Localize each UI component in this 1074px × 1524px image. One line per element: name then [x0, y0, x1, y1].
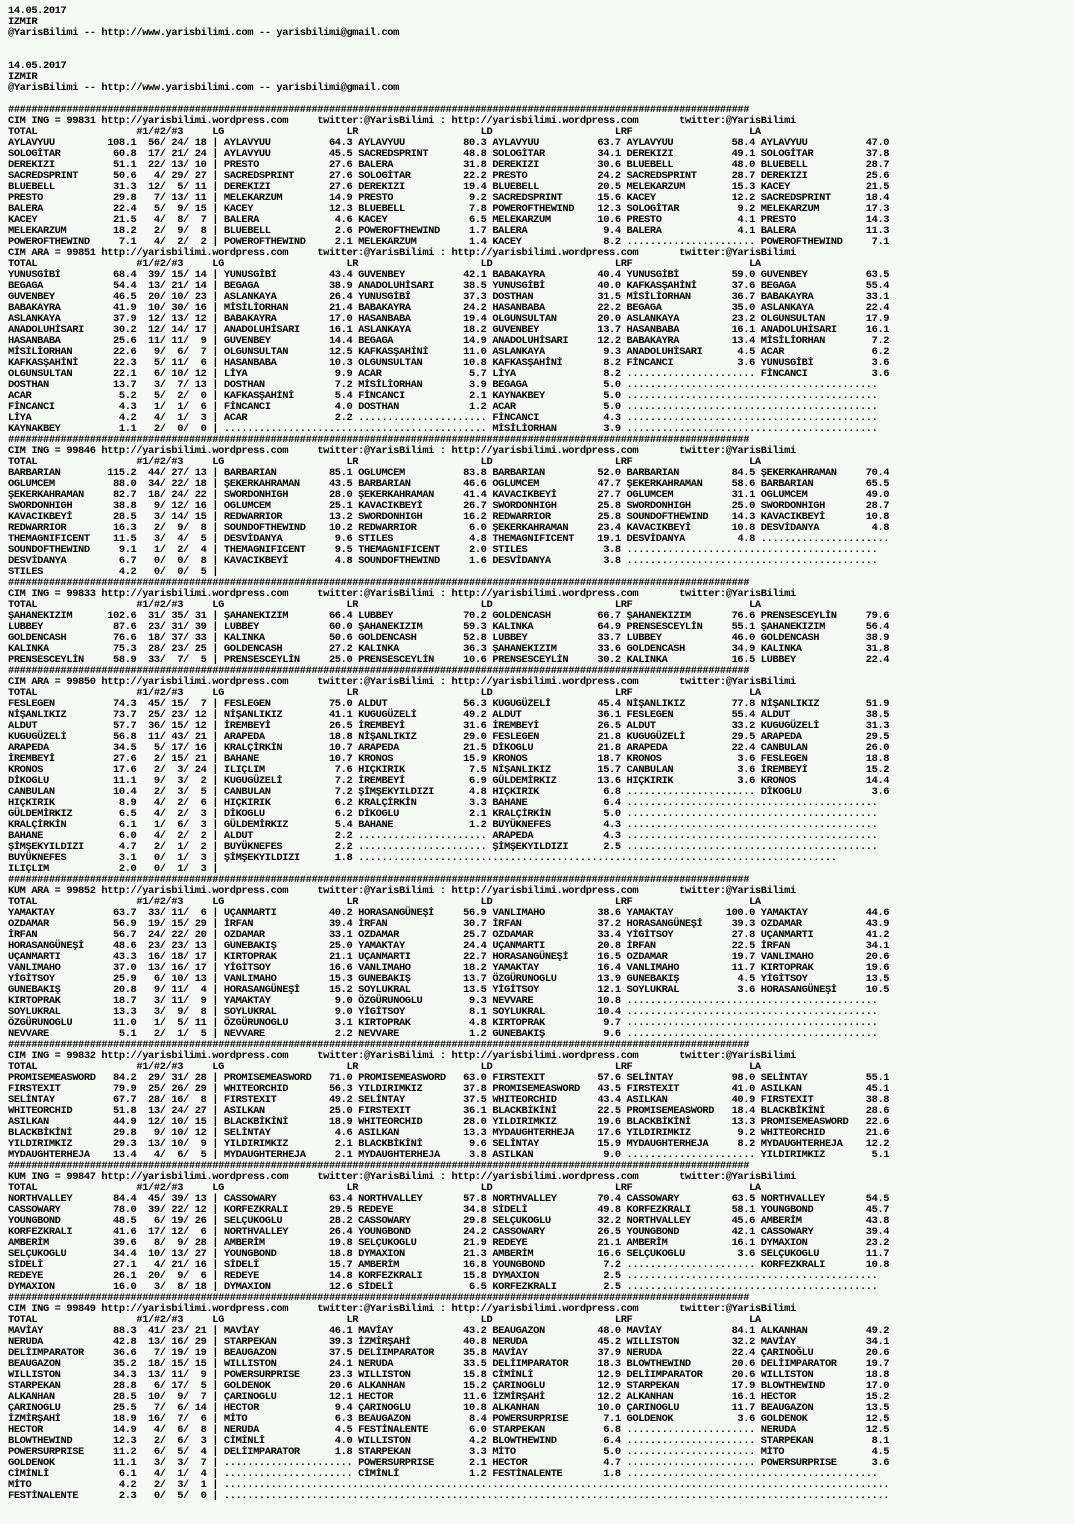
text-line: ASLANKAYA 37.9 12/ 13/ 12 | BABAKAYRA 17.0 HASANBABA 19.4 OLGUNSULTAN 20.0 ASLANKAYA 23.2 OLGUNSULTAN 17.9: [8, 313, 890, 325]
text-line: CIM ING = 99832 http://yarisbilimi.wordpress.com twitter:@YarisBilimi : http://yarisbilimi.wordpress.com twitter:@YarisBilimi: [8, 1050, 796, 1062]
text-line: DESVİDANYA 6.7 0/ 0/ 8 | KAVACIKBEYİ 4.8 SOUNDOFTHEWIND 1.6 DESVİDANYA 3.8 ...........................................: [8, 555, 878, 567]
text-line: CIM ING = 99849 http://yarisbilimi.wordpress.com twitter:@YarisBilimi : http://yarisbilimi.wordpress.com twitter:@YarisBilimi: [8, 1303, 796, 1315]
text-line: WILLISTON 34.3 13/ 11/ 9 | POWERSURPRISE 23.3 WILLISTON 15.8 CİMİNLİ 12.9 DELİIMPARATOR 20.6 WILLISTON 18.8: [8, 1369, 890, 1381]
text-line: KUGUGÜZELİ 56.8 11/ 43/ 21 | ARAPEDA 18.8 NİŞANLIKIZ 29.0 FESLEGEN 21.8 KUGUGÜZELİ 29.5 ARAPEDA 29.5: [8, 731, 890, 743]
text-line: TOTAL #1/#2/#3 LG LR LD LRF LA: [8, 1314, 761, 1326]
text-line: THEMAGNIFICENT 11.5 3/ 4/ 5 | DESVİDANYA 9.6 STILES 4.8 THEMAGNIFICENT 19.1 DESVİDANYA 4.8 ......................: [8, 533, 890, 545]
text-line: PRENSESCEYLİN 58.9 33/ 7/ 5 | PRENSESCEYLİN 25.0 PRENSESCEYLİN 10.6 PRENSESCEYLİN 30.2 KALINKA 16.5 LUBBEY 22.4: [8, 654, 890, 666]
text-line: BEAUGAZON 35.2 18/ 15/ 15 | WILLISTON 24.1 NERUDA 33.5 DELİIMPARATOR 18.3 BLOWTHEWIND 20.6 DELİIMPARATOR 19.7: [8, 1358, 890, 1370]
text-line: CANBULAN 10.4 2/ 3/ 5 | CANBULAN 7.2 ŞİMŞEKYILDIZI 4.8 HIÇKIRIK 6.8 ...................... DİKOGLU 3.6: [8, 786, 890, 798]
text-line: SOYLUKRAL 13.3 3/ 9/ 8 | SOYLUKRAL 9.0 YİGİTSOY 8.1 SOYLUKRAL 10.4 ...........................................: [8, 1006, 878, 1018]
text-line: 14.05.2017: [8, 5, 67, 17]
text-line: ŞAHANEKIZIM 102.6 31/ 35/ 31 | ŞAHANEKIZIM 66.4 LUBBEY 70.2 GOLDENCASH 66.7 ŞAHANEKIZIM 76.6 PRENSESCEYLİN 79.6: [8, 610, 890, 622]
text-line: TOTAL #1/#2/#3 LG LR LD LRF LA: [8, 126, 761, 138]
text-line: TOTAL #1/#2/#3 LG LR LD LRF LA: [8, 687, 761, 699]
text-line: İZMİRŞAHİ 18.9 16/ 7/ 6 | MİTO 6.3 BEAUGAZON 8.4 POWERSURPRISE 7.1 GOLDENOK 3.6 GOLDENOK 12.5: [8, 1413, 890, 1425]
text-line: SOLOGİTAR 60.8 17/ 21/ 24 | AYLAVYUU 45.5 SACREDSPRINT 48.8 SOLOGİTAR 34.1 DEREKIZI 49.1 SOLOGİTAR 37.8: [8, 148, 890, 160]
text-line: SİDELİ 27.1 4/ 21/ 16 | SİDELİ 15.7 AMBERİM 16.8 YOUNGBOND 7.2 ...................... KORFEZKRALI 10.8: [8, 1259, 890, 1271]
text-line: TOTAL #1/#2/#3 LG LR LD LRF LA: [8, 1182, 761, 1194]
text-line: HASANBABA 25.6 11/ 11/ 9 | GUVENBEY 14.4 BEGAGA 14.9 ANADOLUHİSARI 12.2 BABAKAYRA 13.4 MİSİLİORHAN 7.2: [8, 335, 890, 347]
text-line: KUM ING = 99847 http://yarisbilimi.wordpress.com twitter:@YarisBilimi : http://yarisbilimi.wordpress.com twitter:@YarisBilimi: [8, 1171, 796, 1183]
text-line: CIM ING = 99833 http://yarisbilimi.wordpress.com twitter:@YarisBilimi : http://yarisbilimi.wordpress.com twitter:@YarisBilimi: [8, 588, 796, 600]
text-line: DİKOGLU 11.1 9/ 3/ 2 | KUGUGÜZELİ 7.2 İREMBEYİ 6.9 GÜLDEMİRKIZ 13.6 HIÇKIRIK 3.6 KRONOS 14.4: [8, 775, 890, 787]
text-line: LİYA 4.2 4/ 1/ 3 | ACAR 2.2 ...................... FİNCANCI 4.3 ...........................................: [8, 412, 878, 424]
text-line: MYDAUGHTERHEJA 13.4 4/ 6/ 5 | MYDAUGHTERHEJA 2.1 MYDAUGHTERHEJA 3.8 ASILKAN 9.0 ...................... YILDIRIMKIZ 5.1: [8, 1149, 890, 1161]
separator-line: ###############################################################################################################################: [8, 1292, 750, 1304]
text-line: ÖZGÜRUNOGLU 11.0 1/ 5/ 11 | ÖZGÜRUNOGLU 3.1 KIRTOPRAK 4.8 KIRTOPRAK 9.7 ...........................................: [8, 1017, 878, 1029]
text-line: KALINKA 75.3 28/ 23/ 25 | GOLDENCASH 27.2 KALINKA 36.3 ŞAHANEKIZIM 33.6 GOLDENCASH 34.9 KALINKA 31.8: [8, 643, 890, 655]
text-line: TOTAL #1/#2/#3 LG LR LD LRF LA: [8, 456, 761, 468]
text-line: GUNEBAKIŞ 20.8 9/ 11/ 4 | HORASANGÜNEŞİ 15.2 SOYLUKRAL 13.5 YİGİTSOY 12.1 SOYLUKRAL 3.6 HORASANGÜNEŞİ 10.5: [8, 984, 890, 996]
text-line: NİŞANLIKIZ 73.7 25/ 23/ 12 | NİŞANLIKIZ 41.1 KUGUGÜZELİ 49.2 ALDUT 36.1 FESLEGEN 55.4 ALDUT 38.5: [8, 709, 890, 721]
text-line: YAMAKTAY 63.7 33/ 11/ 6 | UÇANMARTI 40.2 HORASANGÜNEŞİ 56.9 VANLIMAHO 38.6 YAMAKTAY 100.0 YAMAKTAY 44.6: [8, 907, 890, 919]
text-line: SACREDSPRINT 50.6 4/ 29/ 27 | SACREDSPRINT 27.6 SOLOGİTAR 22.2 PRESTO 24.2 SACREDSPRINT 28.7 DEREKIZI 25.6: [8, 170, 890, 182]
text-line: DELİIMPARATOR 36.6 7/ 19/ 19 | BEAUGAZON 37.5 DELİIMPARATOR 35.8 MAVİAY 37.9 NERUDA 22.4 ÇARINOĞLU 20.6: [8, 1347, 890, 1359]
text-line: VANLIMAHO 37.0 13/ 16/ 17 | YİGİTSOY 16.6 VANLIMAHO 18.2 YAMAKTAY 16.4 VANLIMAHO 11.7 KIRTOPRAK 19.6: [8, 962, 890, 974]
text-line: GÜLDEMİRKIZ 6.5 4/ 2/ 3 | DİKOGLU 6.2 DİKOGLU 2.1 KRALÇİRKİN 5.0 ...........................................: [8, 808, 878, 820]
text-line: ASILKAN 44.9 12/ 10/ 15 | BLACKBİKİNİ 18.9 WHITEORCHID 28.0 YILDIRIMKIZ 19.6 BLACKBİKİNİ 13.3 PROMISEMEASWORD 22.6: [8, 1116, 890, 1128]
separator-line: ###############################################################################################################################: [8, 1160, 750, 1172]
separator-line: ###############################################################################################################################: [8, 104, 750, 116]
text-line: KUM ARA = 99852 http://yarisbilimi.wordpress.com twitter:@YarisBilimi : http://yarisbilimi.wordpress.com twitter:@YarisBilimi: [8, 885, 796, 897]
text-line: HIÇKIRIK 8.9 4/ 2/ 6 | HIÇKIRIK 6.2 KRALÇİRKİN 3.3 BAHANE 6.4 ...........................................: [8, 797, 878, 809]
text-line: POWEROFTHEWIND 7.1 4/ 2/ 2 | POWEROFTHEWIND 2.1 MELEKARZUM 1.4 KACEY 8.2 ...................... POWEROFTHEWIND 7.1: [8, 236, 890, 248]
text-line: CİMİNLİ 6.1 4/ 1/ 4 | ...................... CİMİNLİ 1.2 FESTİNALENTE 1.8 ...........................................: [8, 1468, 878, 1480]
text-line: KACEY 21.5 4/ 8/ 7 | BALERA 4.6 KACEY 6.5 MELEKARZUM 10.6 PRESTO 4.1 PRESTO 14.3: [8, 214, 890, 226]
text-line: ACAR 5.2 5/ 2/ 0 | KAFKASŞAHİNİ 5.4 FİNCANCI 2.1 KAYNAKBEY 5.0 ...........................................: [8, 390, 878, 402]
text-line: BLUEBELL 31.3 12/ 5/ 11 | DEREKIZI 27.6 DEREKIZI 19.4 BLUEBELL 20.5 MELEKARZUM 15.3 KACEY 21.5: [8, 181, 890, 193]
text-line: YOUNGBOND 48.5 6/ 19/ 26 | SELÇUKOGLU 28.2 CASSOWARY 29.8 SELÇUKOGLU 32.2 NORTHVALLEY 45.6 AMBERİM 43.8: [8, 1215, 890, 1227]
text-line: OLGUNSULTAN 22.1 6/ 10/ 12 | LİYA 9.9 ACAR 5.7 LİYA 8.2 ...................... FİNCANCI 3.6: [8, 368, 890, 380]
text-line: CIM ARA = 99851 http://yarisbilimi.wordpress.com twitter:@YarisBilimi : http://yarisbilimi.wordpress.com twitter:@YarisBilimi: [8, 247, 796, 259]
text-line: SOUNDOFTHEWIND 9.1 1/ 2/ 4 | THEMAGNIFICENT 9.5 THEMAGNIFICENT 2.0 STILES 3.8 ...........................................: [8, 544, 878, 556]
text-line: GUVENBEY 46.5 20/ 10/ 23 | ASLANKAYA 26.4 YUNUSGİBİ 37.3 DOSTHAN 31.5 MİSİLİORHAN 36.7 BABAKAYRA 33.1: [8, 291, 890, 303]
text-line: POWERSURPRISE 11.2 6/ 5/ 4 | DELİIMPARATOR 1.8 STARPEKAN 3.3 MİTO 5.0 ...................... MİTO 4.5: [8, 1446, 890, 1458]
text-line: FIRSTEXIT 79.9 25/ 26/ 29 | WHITEORCHID 56.3 YILDIRIMKIZ 37.8 PROMISEMEASWORD 43.5 FIRSTEXIT 41.0 ASILKAN 45.1: [8, 1083, 890, 1095]
text-line: KAVACIKBEYİ 28.5 3/ 14/ 15 | REDWARRIOR 13.2 SWORDONHIGH 16.2 REDWARRIOR 25.8 SOUNDOFTHEWIND 14.3 KAVACIKBEYİ 10.8: [8, 511, 890, 523]
text-line: @YarisBilimi -- http://www.yarisbilimi.com -- yarisbilimi@gmail.com: [8, 27, 399, 39]
text-line: UÇANMARTI 43.3 16/ 18/ 17 | KIRTOPRAK 21.1 UÇANMARTI 22.7 HORASANGÜNEŞİ 16.5 OZDAMAR 19.7 VANLIMAHO 20.6: [8, 951, 890, 963]
text-line: PROMISEMEASWORD 84.2 29/ 31/ 28 | PROMISEMEASWORD 71.0 PROMISEMEASWORD 63.0 FIRSTEXIT 57.6 SELİNTAY 98.0 SELİNTAY 55.1: [8, 1072, 890, 1084]
text-line: CIM ING = 99846 http://yarisbilimi.wordpress.com twitter:@YarisBilimi : http://yarisbilimi.wordpress.com twitter:@YarisBilimi: [8, 445, 796, 457]
text-line: STILES 4.2 0/ 0/ 5 |: [8, 566, 219, 578]
text-line: BAHANE 6.0 4/ 2/ 2 | ALDUT 2.2 ...................... ARAPEDA 4.3 ...........................................: [8, 830, 878, 842]
text-line: FESLEGEN 74.3 45/ 15/ 7 | FESLEGEN 75.0 ALDUT 56.3 KUGUGÜZELİ 45.4 NİŞANLIKIZ 77.8 NİŞANLIKIZ 51.9: [8, 698, 890, 710]
text-line: ILIÇLIM 2.0 0/ 1/ 3 |: [8, 863, 219, 875]
text-line: REDWARRIOR 16.3 2/ 9/ 8 | SOUNDOFTHEWIND 10.2 REDWARRIOR 6.0 ŞEKERKAHRAMAN 23.4 KAVACIKBEYİ 10.8 DESVİDANYA 4.8: [8, 522, 890, 534]
text-line: PRESTO 29.8 7/ 13/ 11 | MELEKARZUM 14.9 PRESTO 9.2 SACREDSPRINT 15.6 KACEY 12.2 SACREDSPRINT 18.4: [8, 192, 890, 204]
text-line: BALERA 22.4 5/ 9/ 15 | KACEY 12.3 BLUEBELL 7.8 POWEROFTHEWIND 12.3 SOLOGİTAR 9.2 MELEKARZUM 17.3: [8, 203, 890, 215]
text-line: ŞEKERKAHRAMAN 82.7 18/ 24/ 22 | SWORDONHIGH 28.0 ŞEKERKAHRAMAN 41.4 KAVACIKBEYİ 27.7 OGLUMCEM 31.1 OGLUMCEM 49.0: [8, 489, 890, 501]
text-line: REDEYE 26.1 20/ 9/ 6 | REDEYE 14.8 KORFEZKRALI 15.8 DYMAXION 2.5 ...........................................: [8, 1270, 878, 1282]
text-line: OZDAMAR 56.9 19/ 15/ 29 | İRFAN 39.4 İRFAN 30.7 İRFAN 37.2 HORASANGÜNEŞİ 39.3 OZDAMAR 43.9: [8, 918, 890, 930]
text-line: STARPEKAN 28.8 6/ 17/ 5 | GOLDENOK 20.6 ALKANHAN 15.2 ÇARINOGLU 12.9 STARPEKAN 17.9 BLOWTHEWIND 17.0: [8, 1380, 890, 1392]
text-line: TOTAL #1/#2/#3 LG LR LD LRF LA: [8, 1061, 761, 1073]
text-line: BARBARIAN 115.2 44/ 27/ 13 | BARBARIAN 85.1 OGLUMCEM 83.8 BARBARIAN 52.0 BARBARIAN 84.5 ŞEKERKAHRAMAN 70.4: [8, 467, 890, 479]
text-line: OGLUMCEM 88.0 34/ 22/ 18 | ŞEKERKAHRAMAN 43.5 BARBARIAN 46.6 OGLUMCEM 47.7 ŞEKERKAHRAMAN 58.6 BARBARIAN 65.5: [8, 478, 890, 490]
text-line: AMBERİM 39.6 8/ 9/ 28 | AMBERİM 19.8 SELÇUKOGLU 21.9 REDEYE 21.1 AMBERİM 16.1 DYMAXION 23.2: [8, 1237, 890, 1249]
text-line: GOLDENCASH 76.6 18/ 37/ 33 | KALINKA 50.6 GOLDENCASH 52.8 LUBBEY 33.7 LUBBEY 46.0 GOLDENCASH 38.9: [8, 632, 890, 644]
text-line: MİTO 4.2 2/ 3/ 1 | ..................................................................................................................: [8, 1479, 890, 1491]
text-line: BEGAGA 54.4 13/ 21/ 14 | BEGAGA 38.9 ANADOLUHİSARI 38.5 YUNUSGİBİ 40.0 KAFKASŞAHİNİ 37.6 BEGAGA 55.4: [8, 280, 890, 292]
text-line: FİNCANCI 4.3 1/ 1/ 6 | FİNCANCI 4.0 DOSTHAN 1.2 ACAR 5.0 ...........................................: [8, 401, 878, 413]
text-line: KRONOS 17.6 2/ 3/ 24 | ILIÇLIM 7.6 HIÇKIRIK 7.5 NİŞANLIKIZ 15.7 CANBULAN 3.6 İREMBEYİ 15.2: [8, 764, 890, 776]
separator-line: ###############################################################################################################################: [8, 665, 750, 677]
text-line: BLACKBİKİNİ 29.8 9/ 10/ 12 | SELİNTAY 4.6 ASILKAN 13.3 MYDAUGHTERHEJA 17.6 YILDIRIMKIZ 9.2 WHITEORCHID 21.6: [8, 1127, 890, 1139]
text-line: CIM ARA = 99850 http://yarisbilimi.wordpress.com twitter:@YarisBilimi : http://yarisbilimi.wordpress.com twitter:@YarisBilimi: [8, 676, 796, 688]
text-line: [8, 50, 1074, 61]
text-line: IZMIR: [8, 16, 38, 28]
text-line: HECTOR 14.9 4/ 6/ 8 | NERUDA 4.5 FESTİNALENTE 6.0 STARPEKAN 6.8 ...................... NERUDA 12.5: [8, 1424, 890, 1436]
text-line: YİGİTSOY 25.9 6/ 10/ 13 | VANLIMAHO 15.3 GUNEBAKIŞ 13.7 ÖZGÜRUNOGLU 13.9 GUNEBAKIŞ 4.5 YİGİTSOY 13.5: [8, 973, 890, 985]
text-line: SELÇUKOGLU 34.4 10/ 13/ 27 | YOUNGBOND 18.8 DYMAXION 21.3 AMBERİM 16.6 SELÇUKOGLU 3.6 SELÇUKOGLU 11.7: [8, 1248, 890, 1260]
text-line: İRFAN 56.7 24/ 22/ 20 | OZDAMAR 33.1 OZDAMAR 25.7 OZDAMAR 33.4 YİGİTSOY 27.8 UÇANMARTI 41.2: [8, 929, 890, 941]
text-line: 14.05.2017: [8, 60, 67, 72]
text-line: WHITEORCHID 51.8 13/ 24/ 27 | ASILKAN 25.0 FIRSTEXIT 36.1 BLACKBİKİNİ 22.5 PROMISEMEASWORD 18.4 BLACKBİKİNİ 28.6: [8, 1105, 890, 1117]
text-line: YILDIRIMKIZ 29.3 13/ 10/ 9 | YILDIRIMKIZ 2.1 BLACKBİKİNİ 9.6 SELİNTAY 15.9 MYDAUGHTERHEJA 8.2 MYDAUGHTERHEJA 12.2: [8, 1138, 890, 1150]
text-line: FESTİNALENTE 2.3 0/ 5/ 0 | ..................................................................................................................: [8, 1490, 890, 1502]
text-line: NERUDA 42.8 13/ 16/ 29 | STARPEKAN 39.3 İZMİRŞAHİ 40.8 NERUDA 45.2 WILLISTON 32.2 MAVİAY 34.1: [8, 1336, 890, 1348]
text-line: TOTAL #1/#2/#3 LG LR LD LRF LA: [8, 599, 761, 611]
text-line: SELİNTAY 67.7 28/ 16/ 8 | FIRSTEXIT 49.2 SELİNTAY 37.5 WHITEORCHID 43.4 ASILKAN 40.9 FIRSTEXIT 38.8: [8, 1094, 890, 1106]
text-line: KRALÇİRKİN 6.1 1/ 6/ 3 | GÜLDEMİRKIZ 5.4 BAHANE 1.2 BUYÜKNEFES 4.3 ...........................................: [8, 819, 878, 831]
text-line: BABAKAYRA 41.9 10/ 30/ 16 | MİSİLİORHAN 21.4 BABAKAYRA 24.2 HASANBABA 22.2 BEGAGA 35.0 ASLANKAYA 22.4: [8, 302, 890, 314]
text-line: İREMBEYİ 27.6 2/ 15/ 21 | BAHANE 10.7 KRONOS 15.9 KRONOS 18.7 KRONOS 3.6 FESLEGEN 18.8: [8, 753, 890, 765]
separator-line: ###############################################################################################################################: [8, 577, 750, 589]
text-line: KORFEZKRALI 41.6 17/ 12/ 6 | NORTHVALLEY 26.4 YOUNGBOND 24.2 CASSOWARY 26.5 YOUNGBOND 42.1 CASSOWARY 39.4: [8, 1226, 890, 1238]
text-line: CASSOWARY 78.0 39/ 22/ 12 | KORFEZKRALI 29.5 REDEYE 34.8 SİDELİ 49.8 KORFEZKRALI 58.1 YOUNGBOND 45.7: [8, 1204, 890, 1216]
text-line: BUYÜKNEFES 3.1 0/ 1/ 3 | ŞİMŞEKYILDIZI 1.8 ..................................................................................: [8, 852, 837, 864]
text-line: DEREKIZI 51.1 22/ 13/ 10 | PRESTO 27.6 BALERA 31.8 DEREKIZI 30.6 BLUEBELL 48.0 BLUEBELL 28.7: [8, 159, 890, 171]
text-line: IZMIR: [8, 71, 38, 83]
text-line: NEVVARE 5.1 2/ 1/ 5 | NEVVARE 2.2 NEVVARE 1.2 GUNEBAKIŞ 9.6 ...........................................: [8, 1028, 878, 1040]
text-line: MAVİAY 88.3 41/ 23/ 21 | MAVİAY 46.1 MAVİAY 43.2 BEAUGAZON 48.0 MAVİAY 84.1 ALKANHAN 49.2: [8, 1325, 890, 1337]
text-line: TOTAL #1/#2/#3 LG LR LD LRF LA: [8, 896, 761, 908]
text-line: [8, 39, 1074, 50]
separator-line: ###############################################################################################################################: [8, 1039, 750, 1051]
text-line: LUBBEY 87.6 23/ 31/ 39 | LUBBEY 60.0 ŞAHANEKIZIM 59.3 KALINKA 64.9 PRENSESCEYLİN 55.1 ŞAHANEKIZIM 56.4: [8, 621, 890, 633]
separator-line: ###############################################################################################################################: [8, 434, 750, 446]
text-line: DYMAXION 16.0 3/ 8/ 18 | DYMAXION 12.6 SİDELİ 6.5 KORFEZKRALI 2.5 ...........................................: [8, 1281, 878, 1293]
text-line: GOLDENOK 11.1 3/ 3/ 7 | ...................... POWERSURPRISE 2.1 HECTOR 4.7 ...................... POWERSURPRISE 3.6: [8, 1457, 890, 1469]
text-line: NORTHVALLEY 84.4 45/ 39/ 13 | CASSOWARY 63.4 NORTHVALLEY 57.8 NORTHVALLEY 70.4 CASSOWARY 63.5 NORTHVALLEY 54.5: [8, 1193, 890, 1205]
text-line: AYLAVYUU 108.1 56/ 24/ 18 | AYLAVYUU 64.3 AYLAVYUU 80.3 AYLAVYUU 63.7 AYLAVYUU 58.4 AYLAVYUU 47.0: [8, 137, 890, 149]
text-line: BLOWTHEWIND 12.3 2/ 6/ 3 | CİMİNLİ 4.0 WILLISTON 4.2 BLOWTHEWIND 6.4 ...................... STARPEKAN 8.1: [8, 1435, 890, 1447]
text-line: ARAPEDA 34.5 5/ 17/ 16 | KRALÇİRKİN 10.7 ARAPEDA 21.5 DİKOGLU 21.8 ARAPEDA 22.4 CANBULAN 26.0: [8, 742, 890, 754]
text-line: ÇARINOGLU 25.5 7/ 6/ 14 | HECTOR 9.4 ÇARINOGLU 10.8 ALKANHAN 10.0 ÇARINOGLU 11.7 BEAUGAZON 13.5: [8, 1402, 890, 1414]
text-line: KAYNAKBEY 1.1 2/ 0/ 0 | ............................................. MİSİLİORHAN 3.9 ...........................................: [8, 423, 878, 435]
text-line: ŞİMŞEKYILDIZI 4.7 2/ 1/ 2 | BUYÜKNEFES 2.2 ...................... ŞİMŞEKYILDIZI 2.5 ...........................................: [8, 841, 878, 853]
text-line: YUNUSGİBİ 68.4 39/ 15/ 14 | YUNUSGİBİ 43.4 GUVENBEY 42.1 BABAKAYRA 40.4 YUNUSGİBİ 59.0 GUVENBEY 63.5: [8, 269, 890, 281]
text-line: KAFKASŞAHİNİ 22.3 5/ 11/ 6 | HASANBABA 10.3 OLGUNSULTAN 10.8 KAFKASŞAHİNİ 8.2 FİNCANCI 3.6 YUNUSGİBİ 3.6: [8, 357, 890, 369]
text-line: MİSİLİORHAN 22.6 9/ 6/ 7 | OLGUNSULTAN 12.5 KAFKASŞAHİNİ 11.0 ASLANKAYA 9.3 ANADOLUHİSARI 4.5 ACAR 6.2: [8, 346, 890, 358]
text-line: HORASANGÜNEŞİ 48.6 23/ 23/ 13 | GUNEBAKIŞ 25.0 YAMAKTAY 24.4 UÇANMARTI 20.8 İRFAN 22.5 İRFAN 34.1: [8, 940, 890, 952]
text-line: ANADOLUHİSARI 30.2 12/ 14/ 17 | ANADOLUHİSARI 16.1 ASLANKAYA 18.2 GUVENBEY 13.7 HASANBABA 16.1 ANADOLUHİSARI 16.1: [8, 324, 890, 336]
text-line: CIM ING = 99831 http://yarisbilimi.wordpress.com twitter:@YarisBilimi : http://yarisbilimi.wordpress.com twitter:@YarisBilimi: [8, 115, 796, 127]
text-line: SWORDONHIGH 38.8 9/ 12/ 16 | OGLUMCEM 25.1 KAVACIKBEYİ 26.7 SWORDONHIGH 25.8 SWORDONHIGH 25.0 SWORDONHIGH 28.7: [8, 500, 890, 512]
text-line: TOTAL #1/#2/#3 LG LR LD LRF LA: [8, 258, 761, 270]
separator-line: ###############################################################################################################################: [8, 874, 750, 886]
text-line: DOSTHAN 13.7 3/ 7/ 13 | DOSTHAN 7.2 MİSİLİORHAN 3.9 BEGAGA 5.0 ...........................................: [8, 379, 878, 391]
text-line: KIRTOPRAK 18.7 3/ 11/ 9 | YAMAKTAY 9.0 ÖZGÜRUNOGLU 9.3 NEVVARE 10.8 ...........................................: [8, 995, 878, 1007]
text-line: MELEKARZUM 18.2 2/ 9/ 8 | BLUEBELL 2.6 POWEROFTHEWIND 1.7 BALERA 9.4 BALERA 4.1 BALERA 11.3: [8, 225, 890, 237]
text-line: @YarisBilimi -- http://www.yarisbilimi.com -- yarisbilimi@gmail.com: [8, 82, 399, 94]
text-line: ALKANHAN 28.5 10/ 9/ 7 | ÇARINOGLU 12.1 HECTOR 11.6 İZMİRŞAHİ 12.2 ALKANHAN 16.1 HECTOR 15.2: [8, 1391, 890, 1403]
text-line: ALDUT 57.7 36/ 15/ 12 | İREMBEYİ 26.5 İREMBEYİ 31.6 İREMBEYİ 26.5 ALDUT 33.2 KUGUGÜZELİ 31.3: [8, 720, 890, 732]
